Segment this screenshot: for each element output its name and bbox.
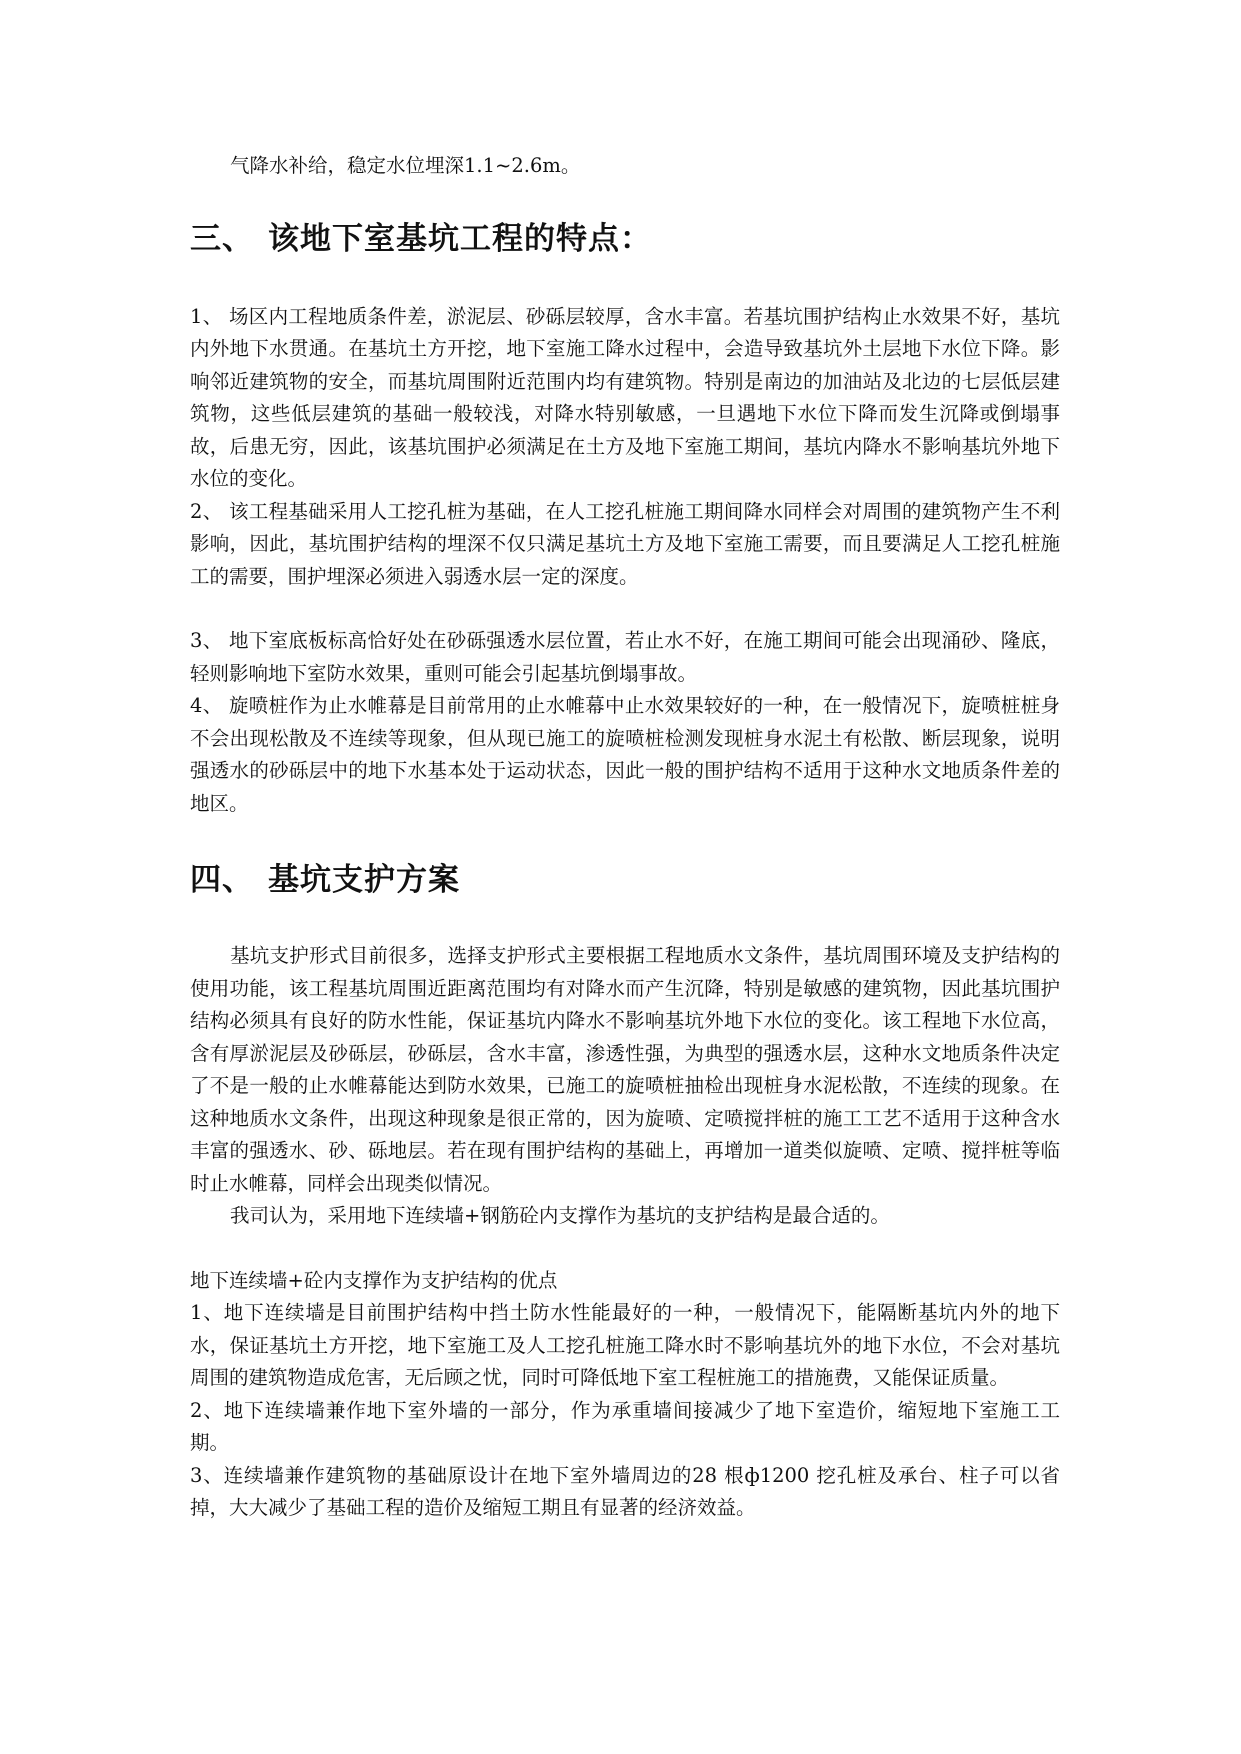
section-3-item-4: 4、 旋喷桩作为止水帷幕是目前常用的止水帷幕中止水效果较好的一种，在一般情况下，旋喷桩桩身不会出现松散及不连续等现象，但从现已施工的旋喷桩检测发现桩身水泥土有松散、断层现象，说明强透水的砂砾层中的地下水基本处于运动状态，因此一般的围护结构不适用于这种水文地质条件差的地区。 [190, 694, 1060, 815]
intro-tail-paragraph: 气降水补给，稳定水位埋深1.1~2.6m。 [230, 154, 581, 177]
section-3-title: 该地下室基坑工程的特点： [268, 220, 652, 257]
section-4-heading [190, 858, 1060, 902]
section-3-items [190, 301, 1060, 821]
section-4-number: 四、 [190, 862, 254, 898]
advantages-title: 地下连续墙+砼内支撑作为支护结构的优点 [190, 1268, 558, 1292]
section-4-paragraph-1: 基坑支护形式目前很多，选择支护形式主要根据工程地质水文条件，基坑周围环境及支护结构的使用功能，该工程基坑周围近距离范围均有对降水而产生沉降，特别是敏感的建筑物，因此基坑围护结构必须具有良好的防水性能，保证基坑内降水不影响基坑外地下水位的变化。该工程地下水位高，含有厚淤泥层及砂砾层，砂砾层，含水丰富，渗透性强，为典型的强透水层，这种水文地质条件决定了不是一般的止水帷幕能达到防水效果，已施工的旋喷桩抽检出现桩身水泥松散，不连续的现象。在这种地质水文条件，出现这种现象是很正常的，因为旋喷、定喷搅拌桩的施工工艺不适用于这种含水丰富的强透水、砂、砾地层。若在现有围护结构的基础上，再增加一道类似旋喷、定喷、搅拌桩等临时止水帷幕，同样会出现类似情况。 [190, 944, 1060, 1195]
advantage-item-1: 1、地下连续墙是目前围护结构中挡土防水性能最好的一种，一般情况下，能隔断基坑内外的地下水，保证基坑土方开挖，地下室施工及人工挖孔桩施工降水时不影响基坑外的地下水位，不会对基坑周围的建筑物造成危害，无后顾之忧，同时可降低地下室工程桩施工的措施费，又能保证质量。 [190, 1301, 1060, 1389]
section-3-heading [190, 217, 1060, 261]
section-3-item-2: 2、 该工程基础采用人工挖孔桩为基础，在人工挖孔桩施工期间降水同样会对周围的建筑物产生不利影响，因此，基坑围护结构的埋深不仅只满足基坑土方及地下室施工需要，而且要满足人工挖孔桩施工的需要，围护埋深必须进入弱透水层一定的深度。 [190, 499, 1060, 588]
section-4-title: 基坑支护方案 [268, 862, 460, 898]
page-content [190, 150, 1060, 1525]
advantage-item-3: 3、连续墙兼作建筑物的基础原设计在地下室外墙周边的28 根ф1200 挖孔桩及承台、柱子可以省掉，大大减少了基础工程的造价及缩短工期且有显著的经济效益。 [190, 1463, 1060, 1519]
section-4-paragraph-2: 我司认为，采用地下连续墙+钢筋砼内支撑作为基坑的支护结构是最合适的。 [230, 1204, 890, 1227]
advantage-item-2: 2、地下连续墙兼作地下室外墙的一部分，作为承重墙间接减少了地下室造价，缩短地下室施工工期。 [190, 1398, 1060, 1454]
section-3-item-3: 3、 地下室底板标高恰好处在砂砾强透水层位置，若止水不好，在施工期间可能会出现涌砂、隆底，轻则影响地下室防水效果，重则可能会引起基坑倒塌事故。 [190, 629, 1060, 685]
section-3-item-1: 1、 场区内工程地质条件差，淤泥层、砂砾层较厚，含水丰富。若基坑围护结构止水效果不好，基坑内外地下水贯通。在基坑土方开挖，地下室施工降水过程中，会造导致基坑外土层地下水位下降。影响邻近建筑物的安全，而基坑周围附近范围内均有建筑物。特别是南边的加油站及北边的七层低层建筑物，这些低层建筑的基础一般较浅，对降水特别敏感，一旦遇地下水位下降而发生沉降或倒塌事故，后患无穷，因此，该基坑围护必须满足在土方及地下室施工期间，基坑内降水不影响基坑外地下水位的变化。 [190, 304, 1060, 490]
section-3-number: 三、 [190, 220, 254, 257]
